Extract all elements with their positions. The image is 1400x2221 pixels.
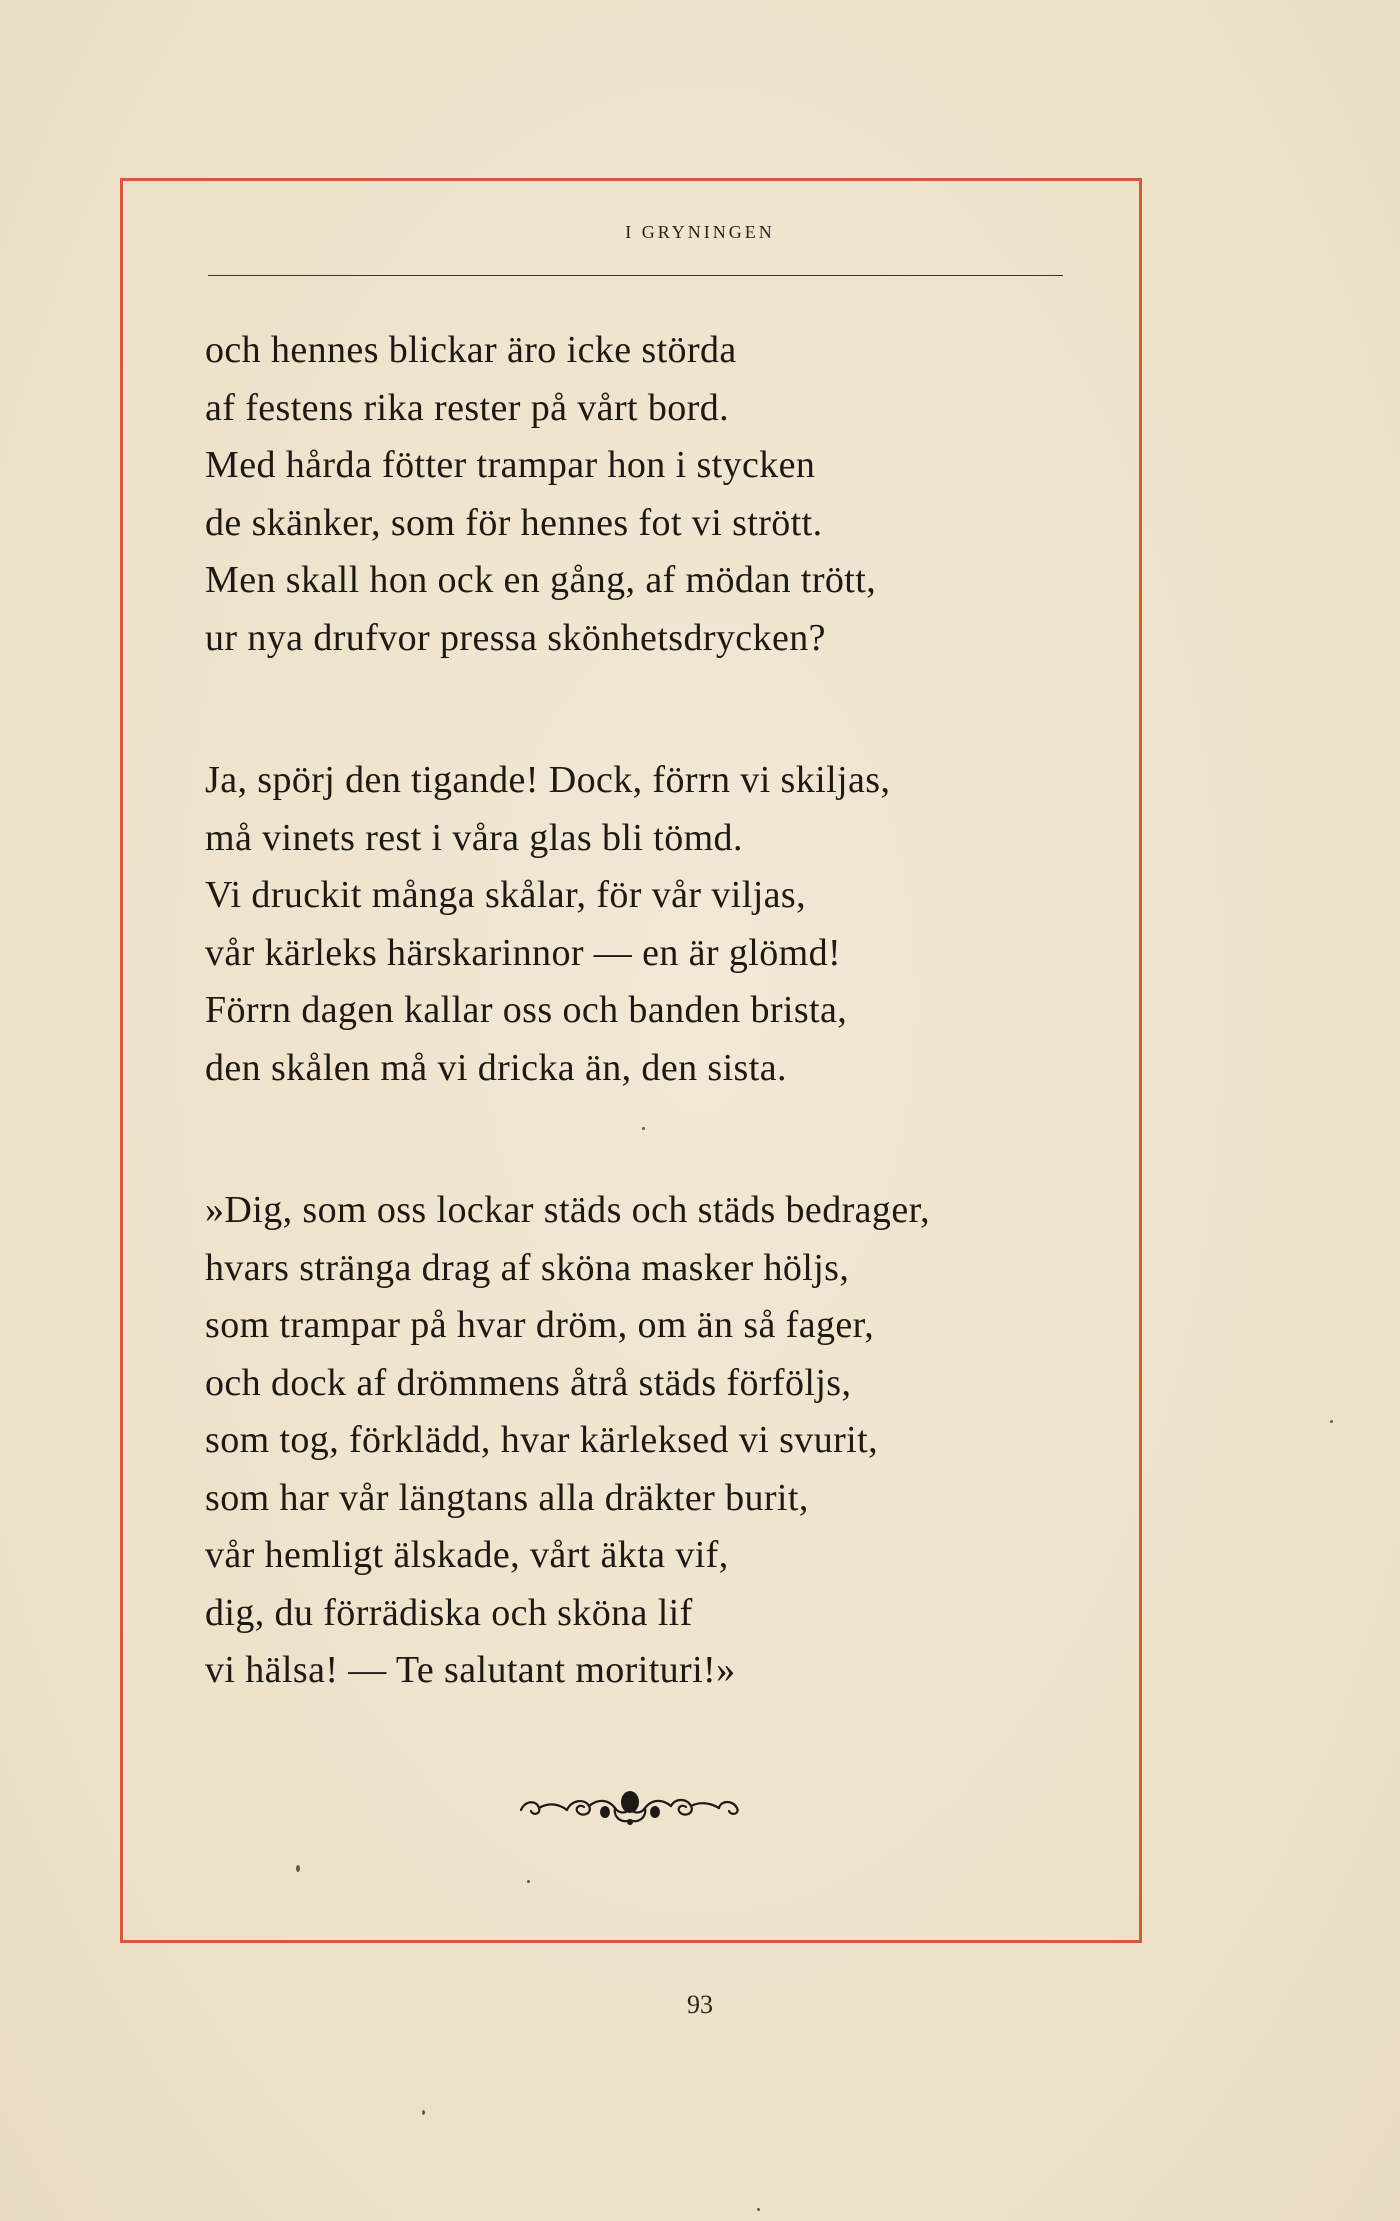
poem-line: och hennes blickar äro icke störda	[205, 329, 737, 371]
poem-line: hvars stränga drag af sköna masker höljs,	[205, 1246, 850, 1289]
poem-line: som trampar på hvar dröm, om än så fager,	[205, 1304, 875, 1346]
poem-line: som tog, förklädd, hvar kärleksed vi svurit,	[205, 1419, 878, 1461]
floral-tailpiece-ornament-icon	[515, 1780, 745, 1830]
poem-line: och dock af drömmens åtrå städs förföljs,	[205, 1361, 852, 1404]
header-rule	[208, 275, 1063, 276]
poem-line: Men skall hon ock en gång, af mödan trött,	[205, 559, 877, 601]
paper-speck	[422, 2110, 425, 2115]
poem-line: ur nya drufvor pressa skönhetsdrycken?	[205, 616, 826, 659]
poem-line: Förrn dagen kallar oss och banden brista,	[205, 989, 848, 1031]
paper-speck	[527, 1880, 530, 1883]
running-head: I GRYNINGEN	[625, 222, 775, 242]
paper-speck	[296, 1865, 300, 1872]
poem-line: må vinets rest i våra glas bli tömd.	[205, 816, 743, 859]
poem-line: dig, du förrädiska och sköna lif	[205, 1591, 693, 1634]
poem-line: den skålen må vi dricka än, den sista.	[205, 1046, 787, 1089]
poem-line: Med hårda fötter trampar hon i stycken	[205, 444, 816, 486]
paper-speck	[757, 2208, 760, 2211]
paper-speck	[642, 1127, 645, 1130]
poem-line: vår kärleks härskarinnor — en är glömd!	[205, 931, 842, 974]
stanza-spacer	[205, 1097, 1105, 1182]
page-number: 93	[687, 1990, 713, 2019]
stanza-3	[205, 1182, 1105, 1700]
poem-line: de skänker, som för hennes fot vi strött.	[205, 501, 823, 544]
poem-line: Vi druckit många skålar, för vår viljas,	[205, 874, 807, 916]
poem-line: Ja, spörj den tigande! Dock, förrn vi skiljas,	[205, 759, 891, 801]
poem-body	[205, 322, 1105, 1700]
stanza-spacer	[205, 667, 1105, 752]
stanza-1	[205, 322, 1105, 667]
poem-line: vår hemligt älskade, vårt äkta vif,	[205, 1534, 729, 1576]
paper-speck	[1330, 1420, 1333, 1423]
stanza-2	[205, 752, 1105, 1097]
poem-line: som har vår längtans alla dräkter burit,	[205, 1476, 809, 1519]
poem-line: af festens rika rester på vårt bord.	[205, 386, 730, 429]
poem-line: »Dig, som oss lockar städs och städs bedrager,	[205, 1189, 931, 1231]
poem-line: vi hälsa! — Te salutant morituri!»	[205, 1649, 736, 1691]
